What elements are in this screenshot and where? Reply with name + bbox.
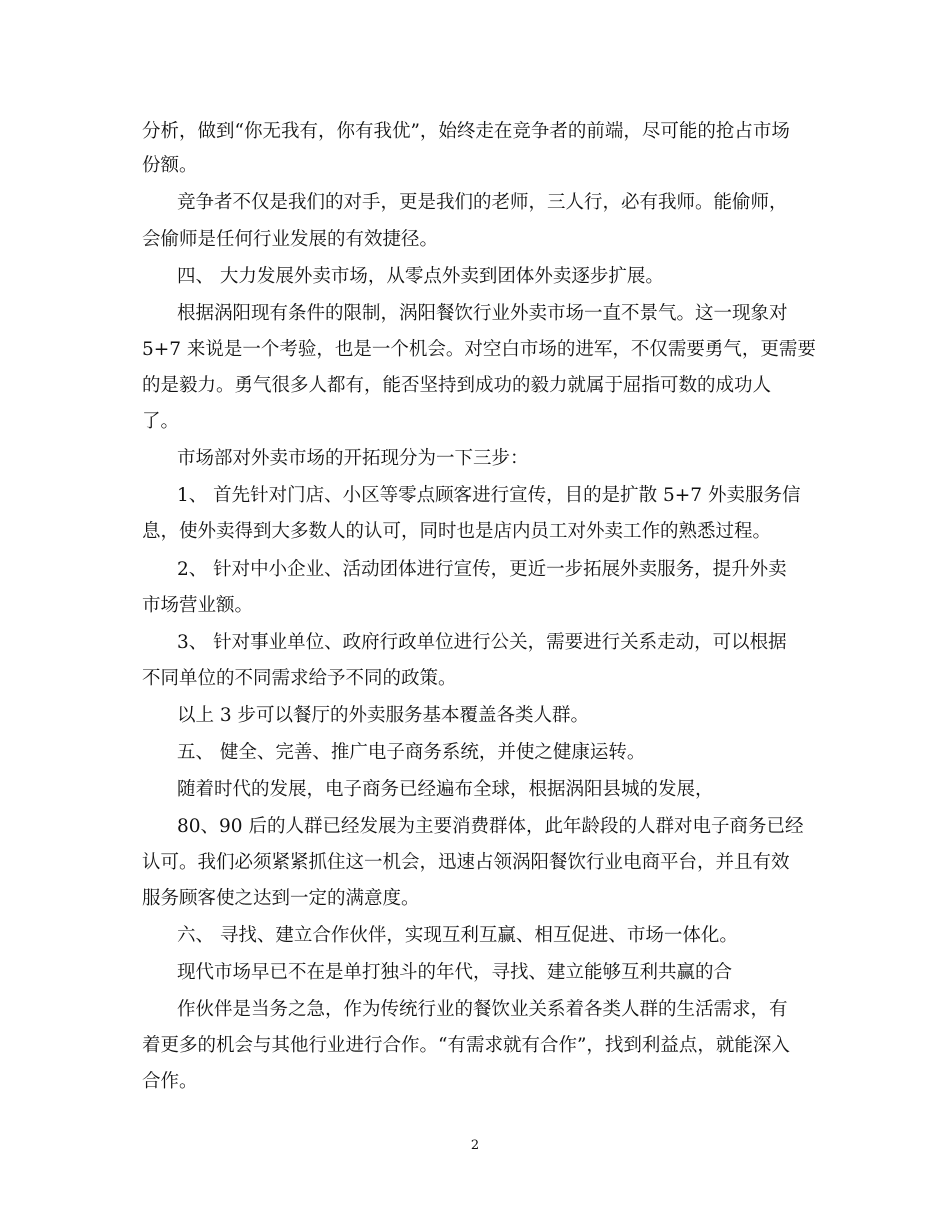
text-line: 认可。我们必须紧紧抓住这一机会，迅速占领涡阳餐饮行业电商平台，并且有效 <box>142 852 790 873</box>
list-item: 3、 针对事业单位、政府行政单位进行公关，需要进行关系走动，可以根据 <box>177 632 787 653</box>
text-line: 竞争者不仅是我们的对手，更是我们的老师，三人行，必有我师。能偷师， <box>177 192 788 213</box>
text-line: 合作。 <box>142 1071 198 1092</box>
section-heading: 六、 寻找、建立合作伙伴，实现互利互赢、相互促进、市场一体化。 <box>177 925 738 946</box>
section-heading: 四、 大力发展外卖市场，从零点外卖到团体外卖逐步扩展。 <box>177 266 664 287</box>
text-line: 根据涡阳现有条件的限制，涡阳餐饮行业外卖市场一直不景气。这一现象对 <box>177 303 788 324</box>
text-line: 分析，做到“你无我有，你有我优”，始终走在竞争者的前端，尽可能的抢占市场 <box>142 121 790 142</box>
text-line: 5+7 来说是一个考验，也是一个机会。对空白市场的进军，不仅需要勇气，更需要 <box>142 339 816 360</box>
text-line: 现代市场早已不在是单打独斗的年代，寻找、建立能够互利共赢的合 <box>177 962 733 983</box>
page-number: 2 <box>470 1138 480 1153</box>
text-line: 市场营业额。 <box>142 595 254 616</box>
text-line: 随着时代的发展，电子商务已经遍布全球，根据涡阳县城的发展， <box>177 779 714 800</box>
text-line: 市场部对外卖市场的开拓现分为一下三步： <box>177 448 529 469</box>
list-item: 1、 首先针对门店、小区等零点顾客进行宣传，目的是扩散 5+7 外卖服务信 <box>177 485 801 506</box>
text-line: 份额。 <box>142 155 198 176</box>
text-line: 作伙伴是当务之急，作为传统行业的餐饮业关系着各类人群的生活需求，有 <box>177 999 788 1020</box>
text-line: 服务顾客使之达到一定的满意度。 <box>142 888 420 909</box>
text-line: 着更多的机会与其他行业进行合作。“有需求就有合作”，找到利益点，就能深入 <box>142 1035 790 1056</box>
text-line: 会偷师是任何行业发展的有效捷径。 <box>142 229 439 250</box>
list-item: 2、 针对中小企业、活动团体进行宣传，更近一步拓展外卖服务，提升外卖 <box>177 559 787 580</box>
text-line: 息，使外卖得到大多数人的认可，同时也是店内员工对外卖工作的熟悉过程。 <box>142 521 772 542</box>
text-line: 不同单位的不同需求给予不同的政策。 <box>142 668 457 689</box>
text-line: 了。 <box>142 411 180 432</box>
text-line: 以上 3 步可以餐厅的外卖服务基本覆盖各类人群。 <box>177 705 590 726</box>
text-line: 80、90 后的人群已经发展为主要消费群体，此年龄段的人群对电子商务已经 <box>177 816 804 837</box>
text-line: 的是毅力。勇气很多人都有，能否坚持到成功的毅力就属于屈指可数的成功人 <box>142 375 772 396</box>
section-heading: 五、 健全、完善、推广电子商务系统，并使之健康运转。 <box>177 742 646 763</box>
